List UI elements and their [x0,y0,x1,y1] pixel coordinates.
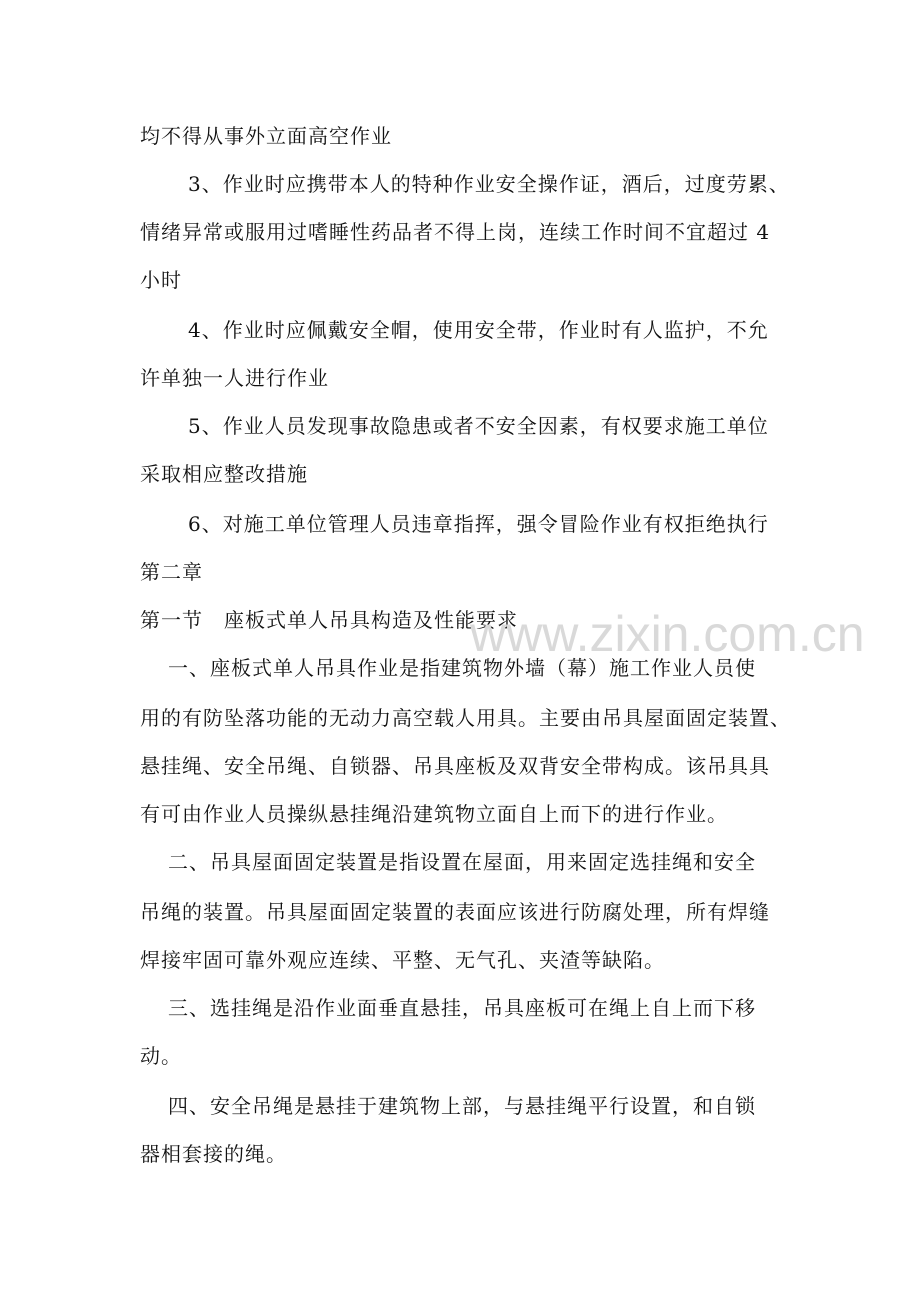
text-line: 二、吊具屋面固定装置是指设置在屋面，用来固定选挂绳和安全 [168,850,756,874]
text-line: 小时 [140,268,182,292]
text-line: 焊接牢固可靠外观应连续、平整、无气孔、夹渣等缺陷。 [140,948,665,972]
text-line: 4、作业时应佩戴安全帽，使用安全带，作业时有人监护，不允 [188,318,769,342]
text-line: 情绪异常或服用过嗜睡性药品者不得上岗，连续工作时间不宜超过 4 [140,220,771,244]
text-line: 采取相应整改措施 [140,462,308,486]
chapter-heading: 第二章 [140,560,203,584]
text-line: 动。 [140,1044,182,1068]
text-line: 吊绳的装置。吊具屋面固定装置的表面应该进行防腐处理，所有焊缝 [140,900,770,924]
text-line: 三、选挂绳是沿作业面垂直悬挂，吊具座板可在绳上自上而下移 [168,996,756,1020]
text-line: 四、安全吊绳是悬挂于建筑物上部，与悬挂绳平行设置，和自锁 [168,1094,756,1118]
text-line: 用的有防坠落功能的无动力高空载人用具。主要由吊具屋面固定装置、 [140,706,791,730]
text-line: 有可由作业人员操纵悬挂绳沿建筑物立面自上而下的进行作业。 [140,802,728,826]
text-line: 一、座板式单人吊具作业是指建筑物外墙（幕）施工作业人员使 [168,656,756,680]
text-line: 6、对施工单位管理人员违章指挥，强令冒险作业有权拒绝执行 [188,512,769,536]
text-line: 3、作业时应携带本人的特种作业安全操作证，酒后，过度劳累、 [188,172,790,196]
text-line: 许单独一人进行作业 [140,366,329,390]
text-line: 均不得从事外立面高空作业 [140,124,392,148]
text-line: 悬挂绳、安全吊绳、自锁器、吊具座板及双背安全带构成。该吊具具 [140,754,770,778]
text-line: 5、作业人员发现事故隐患或者不安全因素，有权要求施工单位 [188,414,769,438]
watermark: www.zixin.com.cn [470,606,865,662]
text-line: 器相套接的绳。 [140,1142,287,1166]
section-heading: 第一节 座板式单人吊具构造及性能要求 [140,608,518,632]
